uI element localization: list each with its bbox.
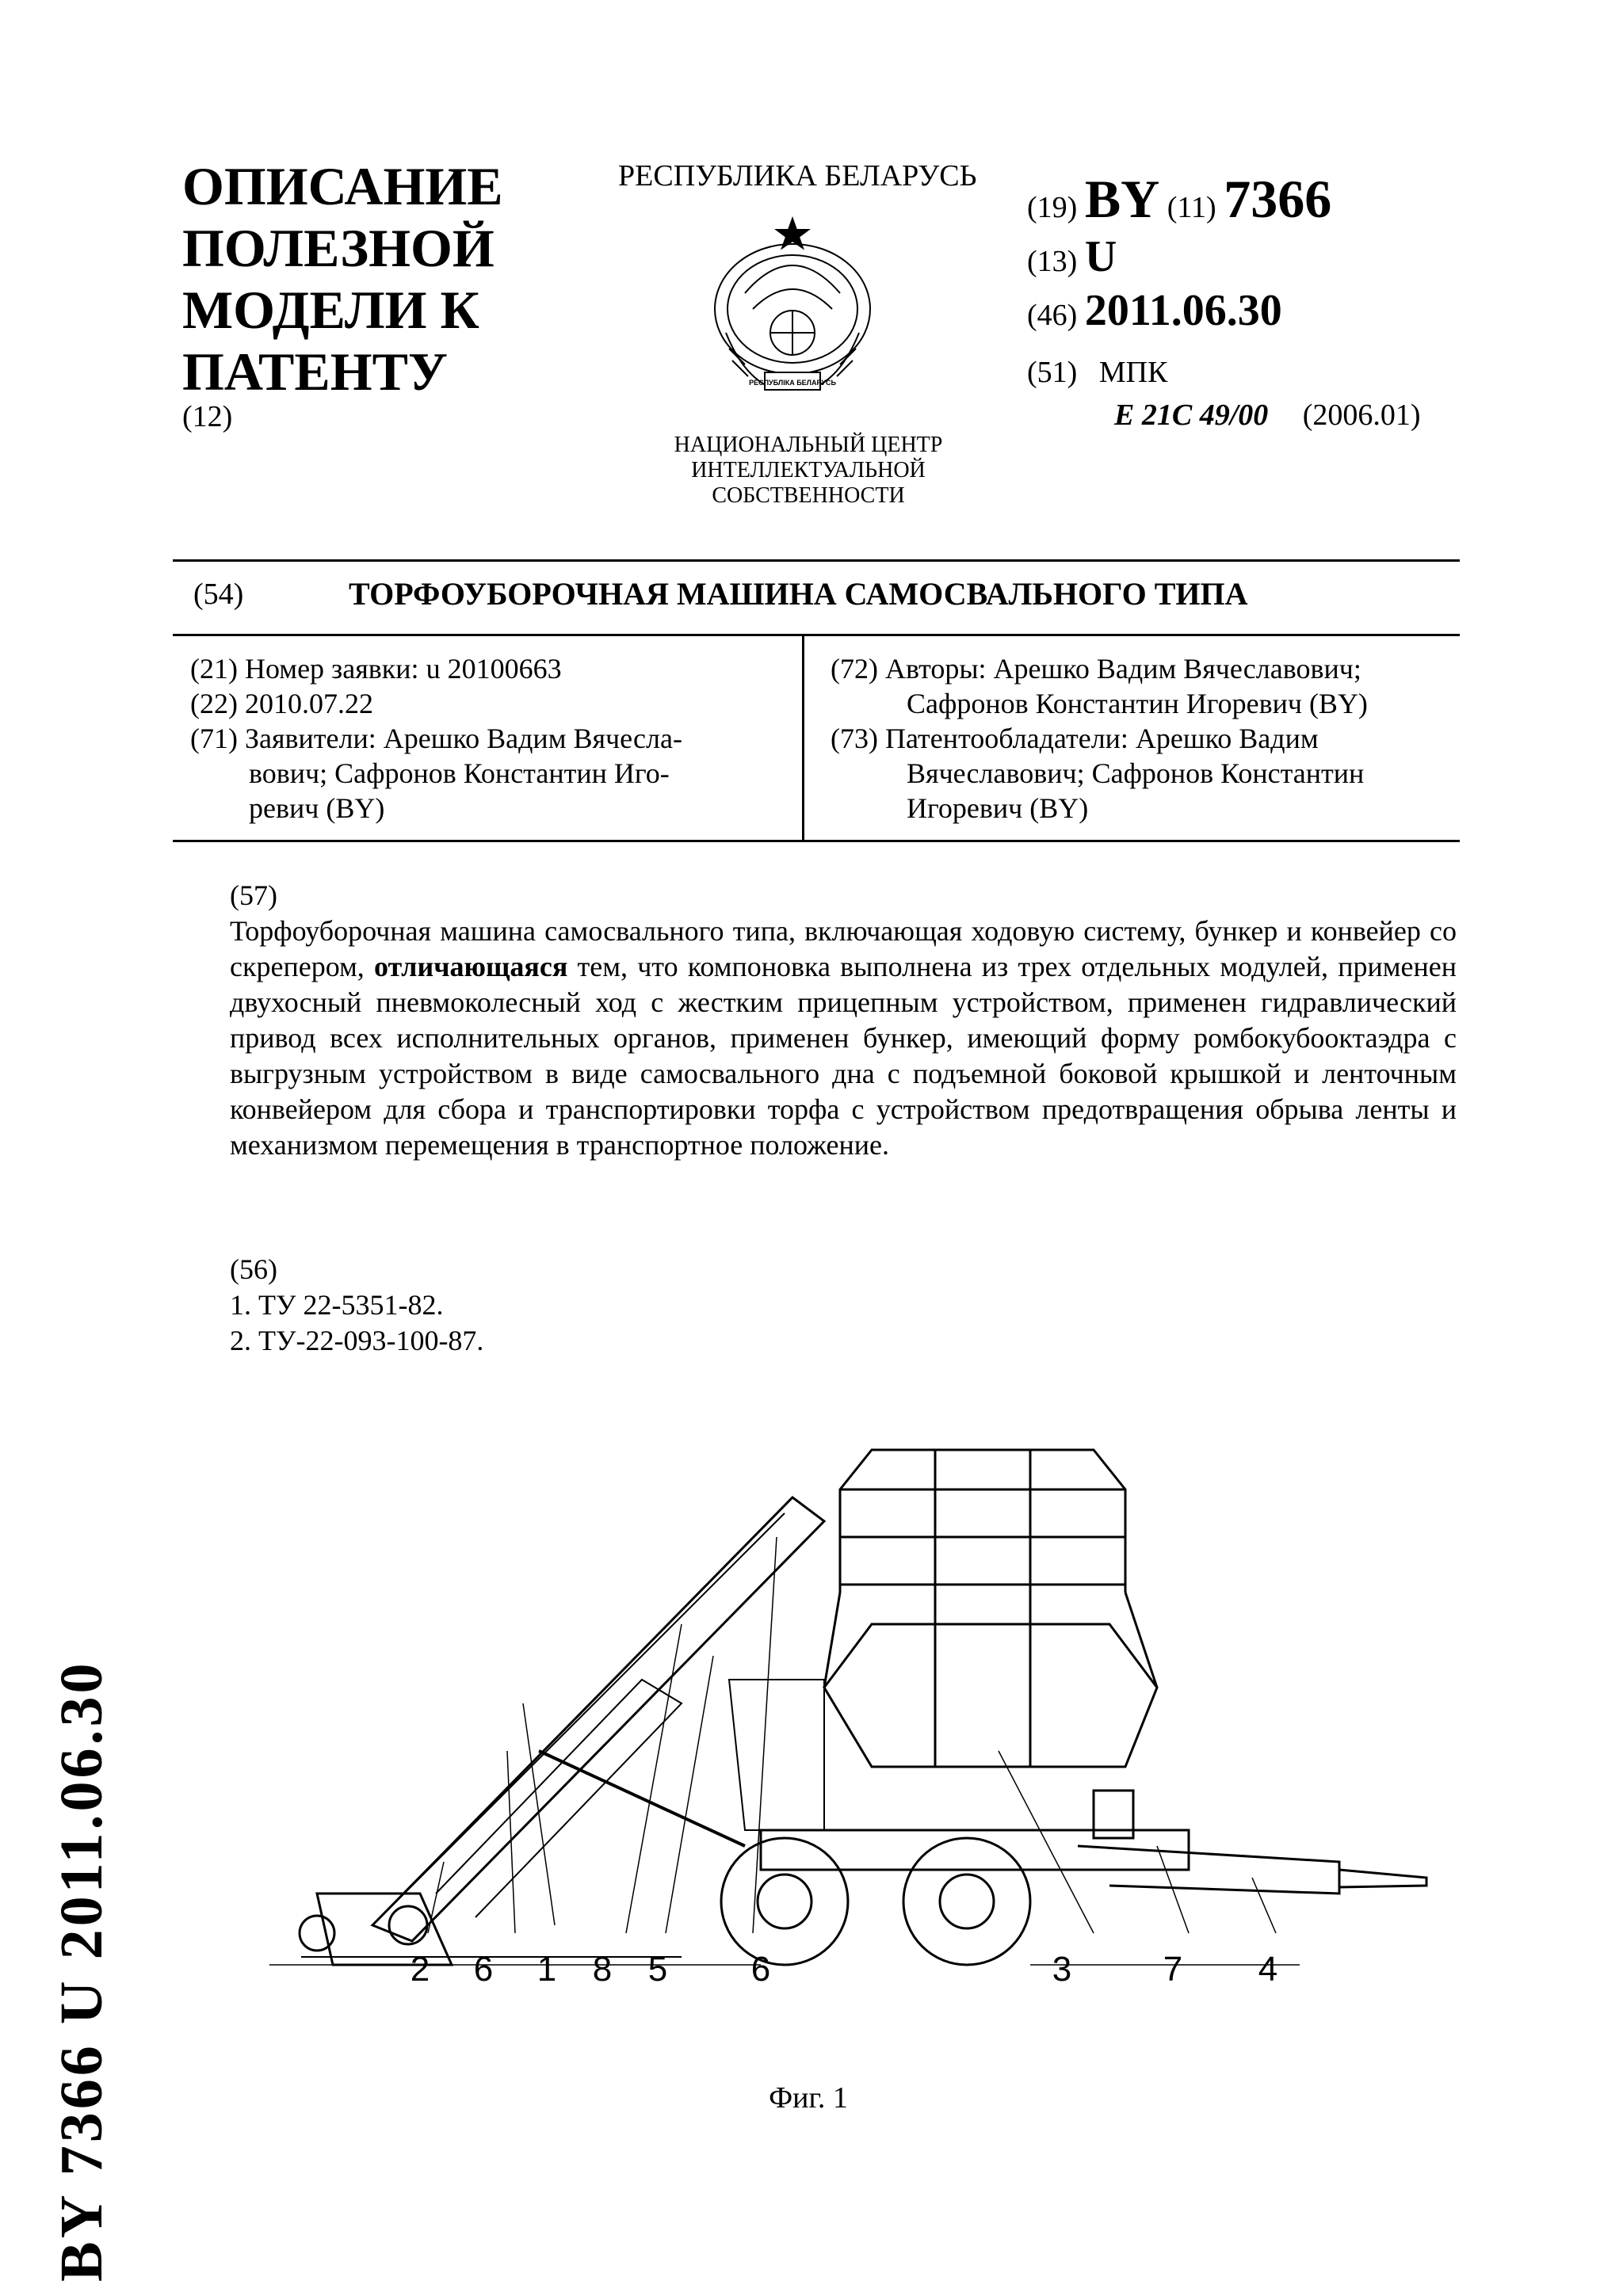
figure-label: 6 (473, 1950, 494, 1989)
code-11: (11) (1167, 191, 1216, 224)
rule-top (173, 559, 1460, 562)
office-line: ИНТЕЛЛЕКТУАЛЬНОЙ (691, 458, 926, 482)
code-46: (46) (1027, 299, 1078, 332)
biblio-line: Игоревич (BY) (907, 792, 1089, 824)
figure-label: 1 (537, 1950, 557, 1989)
figure-label: 4 (1258, 1950, 1278, 1989)
abstract (230, 878, 1457, 1163)
invention-title: ТОРФОУБОРОЧНАЯ МАШИНА САМОСВАЛЬНОГО ТИПА (349, 576, 1248, 612)
code-19: (19) (1027, 191, 1078, 224)
biblio-right (831, 651, 1457, 833)
figure-label: 8 (592, 1950, 613, 1989)
figure-label: 5 (647, 1950, 668, 1989)
biblio-line: ревич (BY) (249, 792, 385, 824)
biblio-line: Сафронов Константин Игоревич (BY) (907, 688, 1368, 719)
ipc-label: МПК (1098, 356, 1168, 389)
code-13: (13) (1027, 245, 1078, 278)
state-emblem-icon (697, 214, 888, 412)
figure-label: 2 (410, 1950, 430, 1989)
reference-item: 2. ТУ-22-093-100-87. (230, 1325, 484, 1356)
title-line: ОПИСАНИЕ (182, 156, 503, 216)
patent-number: 7366 (1224, 169, 1332, 229)
document-title (182, 155, 594, 402)
abstract-text (230, 913, 1457, 1163)
title-line: МОДЕЛИ К (182, 280, 479, 340)
country-code: BY (1084, 169, 1160, 229)
abstract-text-before: Торфоуборочная машина самосвального типа, включающая ходовую систему, бункер и конвейер со скрепером, (230, 915, 1457, 982)
kind-code: U (1084, 232, 1117, 281)
biblio-line: (71) Заявители: Арешко Вадим Вячесла- (190, 723, 682, 754)
code-51: (51) (1027, 356, 1078, 389)
title-line: ПОЛЕЗНОЙ (182, 218, 495, 278)
figure-label: 3 (1052, 1950, 1072, 1989)
emblem-label: РЕСПУБЛІКА БЕЛАРУСЬ (749, 379, 836, 387)
biblio-line: вович; Сафронов Константин Иго- (249, 757, 670, 789)
figure-label: 7 (1163, 1950, 1183, 1989)
office-line: НАЦИОНАЛЬНЫЙ ЦЕНТР (674, 433, 943, 457)
biblio-line: Вячеславович; Сафронов Константин (907, 757, 1365, 789)
column-divider (802, 634, 804, 841)
biblio-line: (22) 2010.07.22 (190, 688, 373, 719)
figure-caption: Фиг. 1 (769, 2081, 848, 2115)
references-code: (56) (230, 1253, 277, 1285)
office-name (650, 433, 967, 509)
biblio-line: (72) Авторы: Арешко Вадим Вячеславович; (831, 653, 1361, 685)
abstract-code: (57) (230, 879, 277, 911)
rule-mid (173, 634, 1460, 636)
biblio-line: (73) Патентообладатели: Арешко Вадим (831, 723, 1319, 754)
biblio-line: (21) Номер заявки: u 20100663 (190, 653, 562, 685)
figure-label: 6 (750, 1950, 771, 1989)
abstract-text-bold: отличающаяся (373, 951, 568, 982)
ipc-class: E 21C 49/00 (1114, 399, 1269, 432)
reference-item: 1. ТУ 22-5351-82. (230, 1289, 444, 1321)
side-label: BY 7366 U 2011.06.30 (48, 1660, 115, 2282)
country-name: РЕСПУБЛИКА БЕЛАРУСЬ (618, 159, 977, 193)
machine-drawing (269, 1418, 1442, 1997)
abstract-text-after: тем, что компоновка выполнена из трех отдельных модулей, применен двухосный пневмоколесный ход с жестким прицепным устройством, применен гидравлический привод всех исполнительных органов, применен бункер, имеющий форму ромбокубооктаэдра с выгрузным устройством в виде самосвального дна с подъемной боковой крышкой и ленточным конвейером для сбора и транспортировки торфа с устройством предотвращения обрыва ленты и механизмом перемещения в транспортное положение. (230, 951, 1457, 1161)
ipc-version: (2006.01) (1302, 399, 1421, 432)
title-code: (54) (193, 578, 244, 611)
title-line: ПАТЕНТУ (182, 341, 448, 402)
references (230, 1252, 483, 1359)
doc-kind-code: (12) (182, 400, 233, 433)
biblio-left (190, 651, 792, 833)
office-line: СОБСТВЕННОСТИ (712, 483, 905, 508)
rule-bottom (173, 840, 1460, 842)
publication-date: 2011.06.30 (1084, 286, 1282, 335)
